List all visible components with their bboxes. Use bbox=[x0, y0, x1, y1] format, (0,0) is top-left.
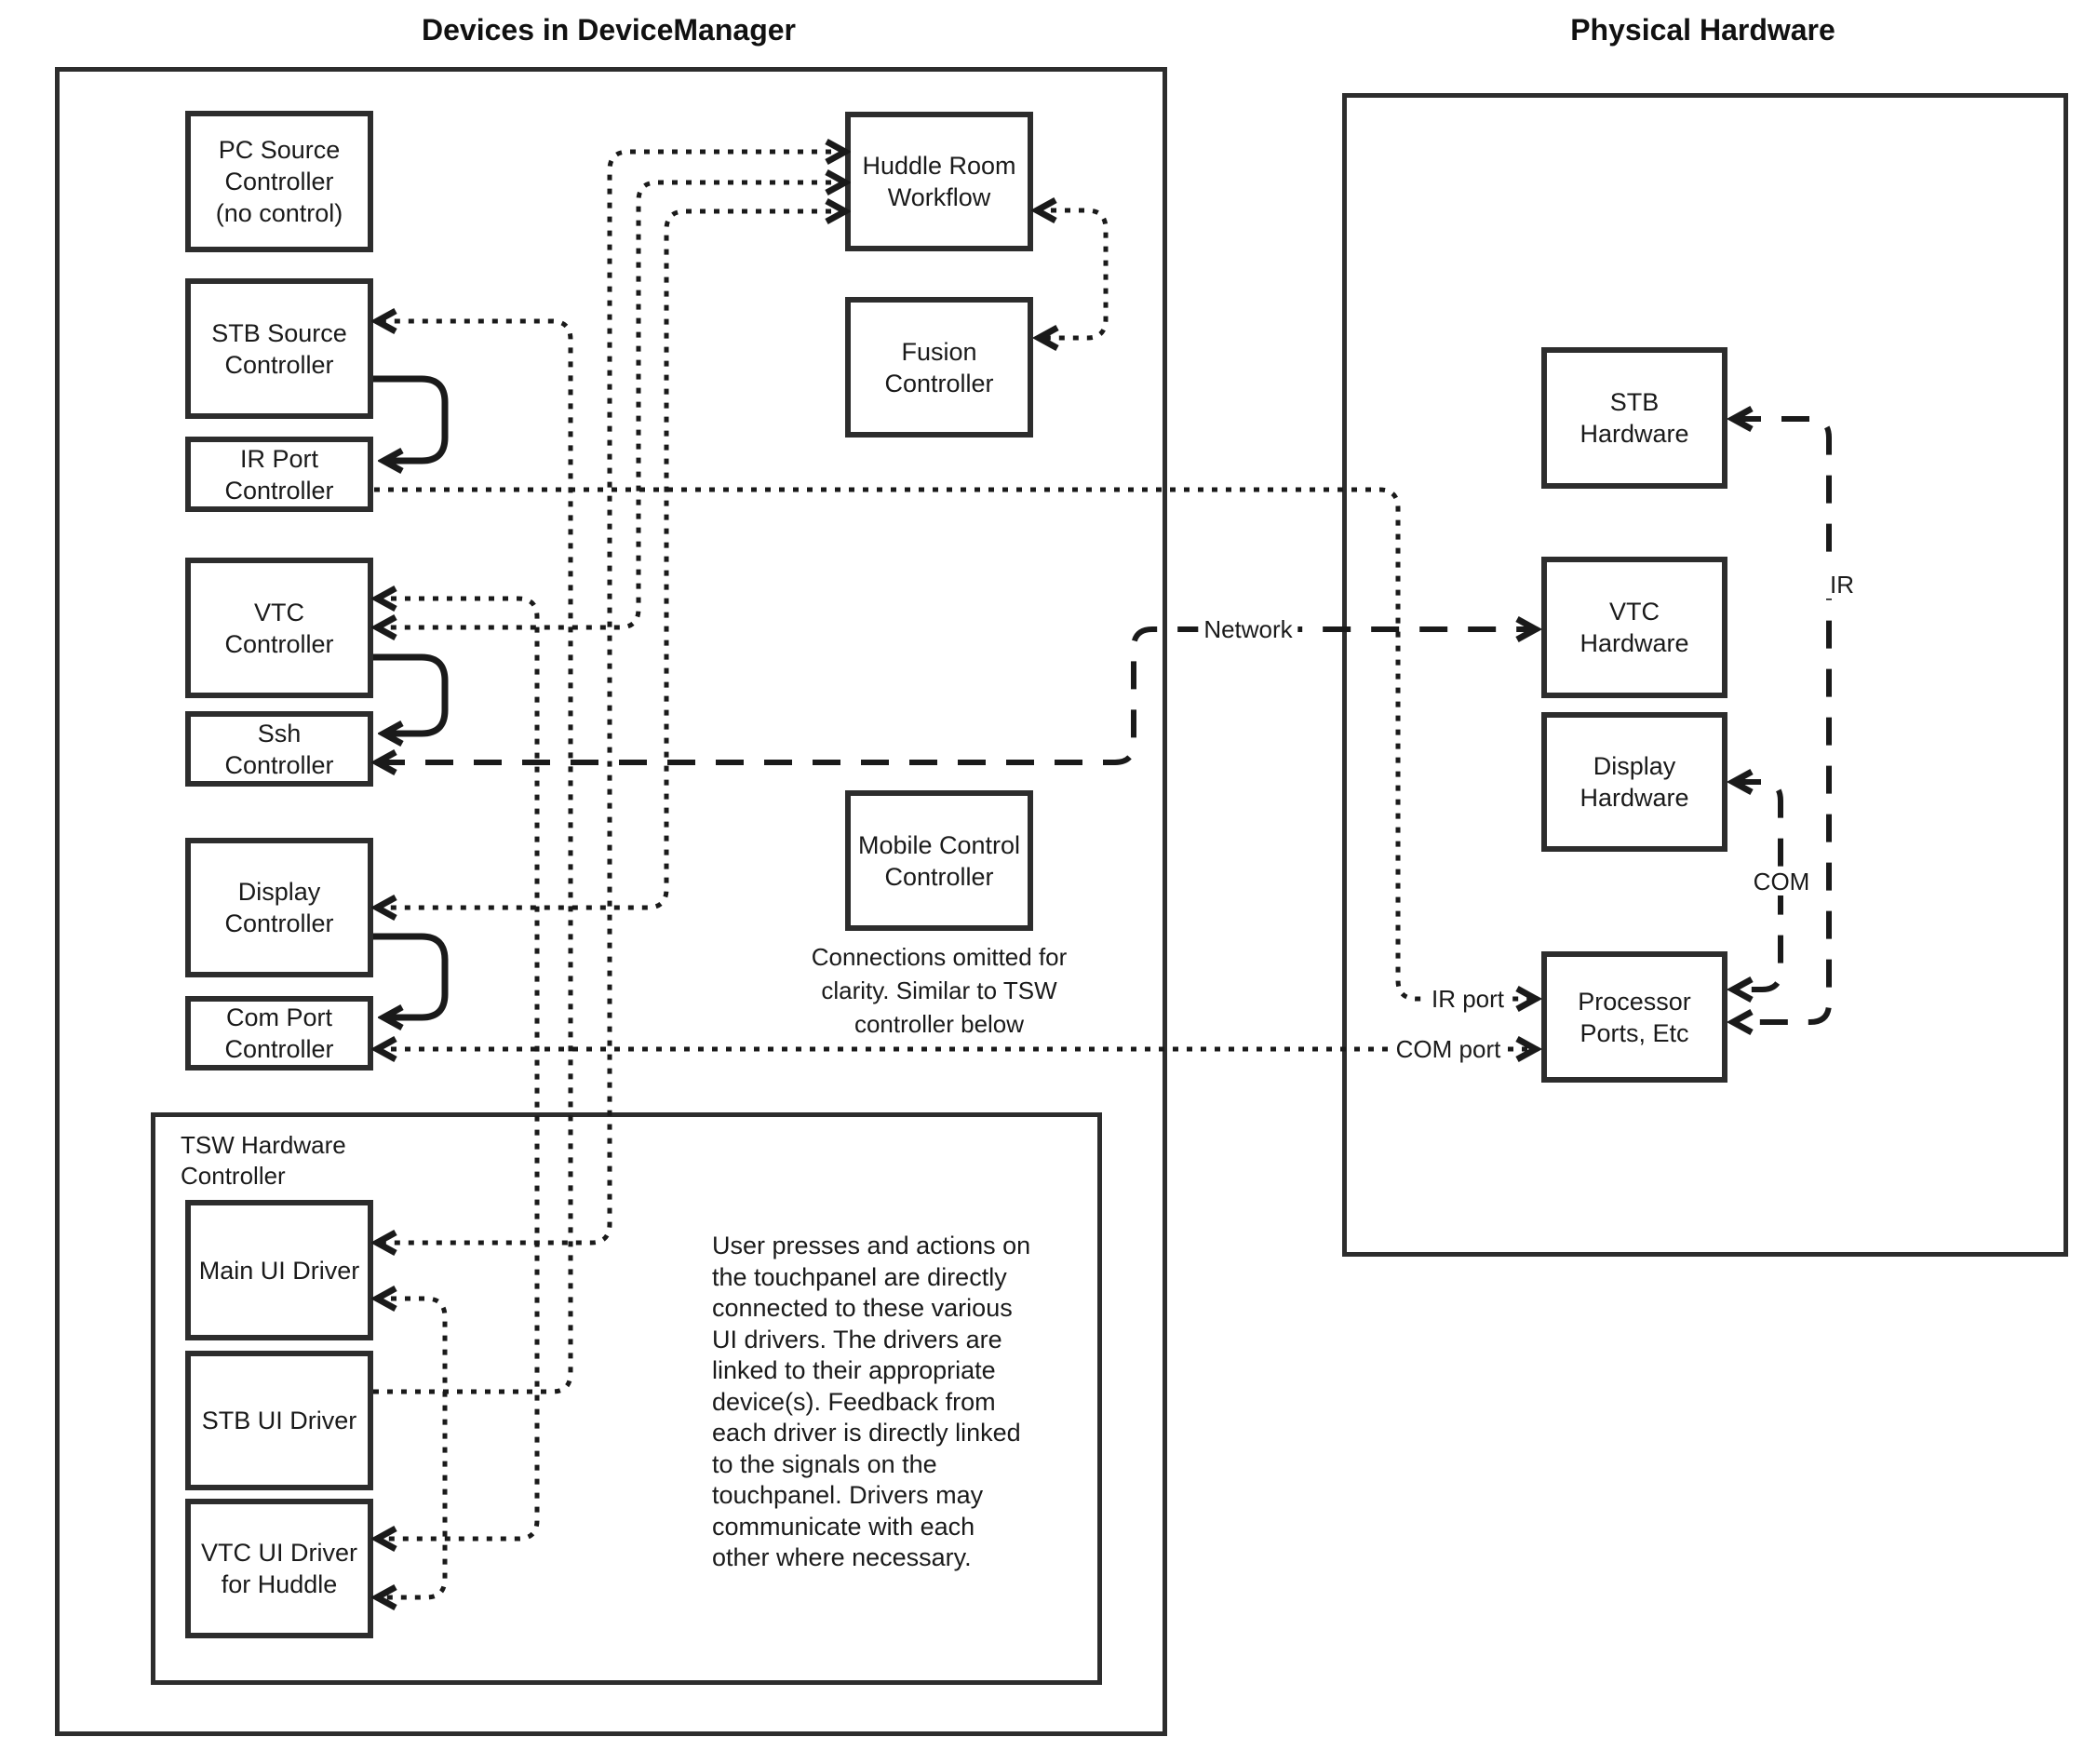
tsw-note-line: communicate with each bbox=[712, 1512, 975, 1541]
mobile-caption bbox=[800, 940, 1079, 1041]
ir-port-wire-label: IR port bbox=[1426, 985, 1510, 1013]
box-main-ui-driver bbox=[185, 1200, 373, 1340]
box-label-line: Controller bbox=[224, 476, 334, 505]
box-label-line: Ssh bbox=[257, 719, 302, 747]
box-label-line: Controller bbox=[224, 629, 334, 658]
box-ir-port-controller bbox=[185, 437, 373, 512]
tsw-note-line: linked to their appropriate bbox=[712, 1356, 996, 1384]
box-label-line: Display bbox=[237, 878, 321, 906]
box-label-line: STB bbox=[1609, 388, 1660, 416]
box-label-line: Hardware bbox=[1579, 784, 1689, 812]
box-label-line: Controller bbox=[224, 350, 334, 379]
box-label-line: VTC bbox=[254, 598, 304, 626]
box-label-line: Controller bbox=[224, 750, 334, 779]
box-label-line: PC Source bbox=[218, 136, 341, 164]
tsw-note-line: the touchpanel are directly bbox=[712, 1262, 1007, 1291]
tsw-note-line: touchpanel. Drivers may bbox=[712, 1481, 984, 1509]
mobile-caption-line: controller below bbox=[854, 1010, 1025, 1038]
box-label-line: Controller bbox=[884, 862, 994, 891]
tsw-label-line: Controller bbox=[181, 1162, 286, 1190]
box-stb-ui-driver bbox=[185, 1351, 373, 1490]
box-display-hardware bbox=[1541, 712, 1727, 852]
tsw-note-text bbox=[712, 1231, 1084, 1574]
box-label-line: Controller bbox=[884, 369, 994, 397]
box-label-line: Workflow bbox=[887, 183, 991, 211]
box-stb-hardware bbox=[1541, 347, 1727, 489]
box-pc-source-controller bbox=[185, 111, 373, 252]
box-label-line: Huddle Room bbox=[862, 152, 1016, 180]
box-label-line: VTC bbox=[1609, 598, 1660, 626]
box-processor-ports bbox=[1541, 951, 1727, 1083]
box-label-line: Controller bbox=[224, 168, 334, 195]
box-label-line: for Huddle bbox=[221, 1570, 338, 1598]
mobile-caption-line: clarity. Similar to TSW bbox=[821, 976, 1057, 1004]
box-mobile-control-controller bbox=[845, 790, 1033, 931]
box-label-line: STB UI Driver bbox=[201, 1407, 357, 1434]
physical-hardware-title: Physical Hardware bbox=[1570, 13, 1835, 47]
box-label-line: Hardware bbox=[1579, 420, 1689, 448]
tsw-note-line: to the signals on the bbox=[712, 1449, 937, 1478]
tsw-note-line: UI drivers. The drivers are bbox=[712, 1325, 1002, 1353]
tsw-note-line: User presses and actions on bbox=[712, 1232, 1031, 1259]
box-com-port-controller bbox=[185, 996, 373, 1071]
box-label-line: Main UI Driver bbox=[198, 1256, 360, 1285]
com-wire-label: COM bbox=[1748, 868, 1816, 895]
box-vtc-ui-driver-for-huddle bbox=[185, 1499, 373, 1638]
com-port-wire-label: COM port bbox=[1391, 1035, 1507, 1063]
device-manager-title: Devices in DeviceManager bbox=[422, 13, 796, 47]
box-label-line: (no control) bbox=[215, 199, 343, 227]
box-label-line: Controller bbox=[224, 909, 334, 937]
box-huddle-room-workflow bbox=[845, 112, 1033, 251]
box-vtc-controller bbox=[185, 558, 373, 698]
tsw-container-label bbox=[181, 1130, 346, 1192]
box-label-line: Ports, Etc bbox=[1579, 1018, 1689, 1047]
ir-wire-label: IR bbox=[1824, 571, 1860, 599]
box-label-line: IR Port bbox=[239, 444, 319, 473]
box-display-controller bbox=[185, 838, 373, 977]
box-fusion-controller bbox=[845, 297, 1033, 438]
box-label-line: Processor bbox=[1578, 987, 1691, 1016]
box-label-line: Display bbox=[1593, 752, 1676, 780]
box-label-line: Hardware bbox=[1579, 629, 1689, 657]
tsw-note-line: each driver is directly linked bbox=[712, 1419, 1021, 1447]
box-stb-source-controller bbox=[185, 278, 373, 419]
box-label-line: VTC UI Driver bbox=[201, 1539, 357, 1567]
box-label-line: Mobile Control bbox=[857, 830, 1021, 859]
tsw-note-line: other where necessary. bbox=[712, 1543, 972, 1571]
box-vtc-hardware bbox=[1541, 557, 1727, 698]
box-label-line: Controller bbox=[224, 1035, 334, 1063]
tsw-note-line: connected to these various bbox=[712, 1294, 1013, 1322]
box-ssh-controller bbox=[185, 711, 373, 787]
network-wire-label: Network bbox=[1198, 615, 1297, 643]
tsw-label-line: TSW Hardware bbox=[181, 1131, 346, 1159]
tsw-note-line: device(s). Feedback from bbox=[712, 1387, 996, 1416]
mobile-caption-line: Connections omitted for bbox=[811, 943, 1068, 971]
box-label-line: Fusion bbox=[901, 337, 977, 366]
box-label-line: Com Port bbox=[225, 1003, 333, 1031]
box-label-line: STB Source bbox=[211, 318, 347, 347]
